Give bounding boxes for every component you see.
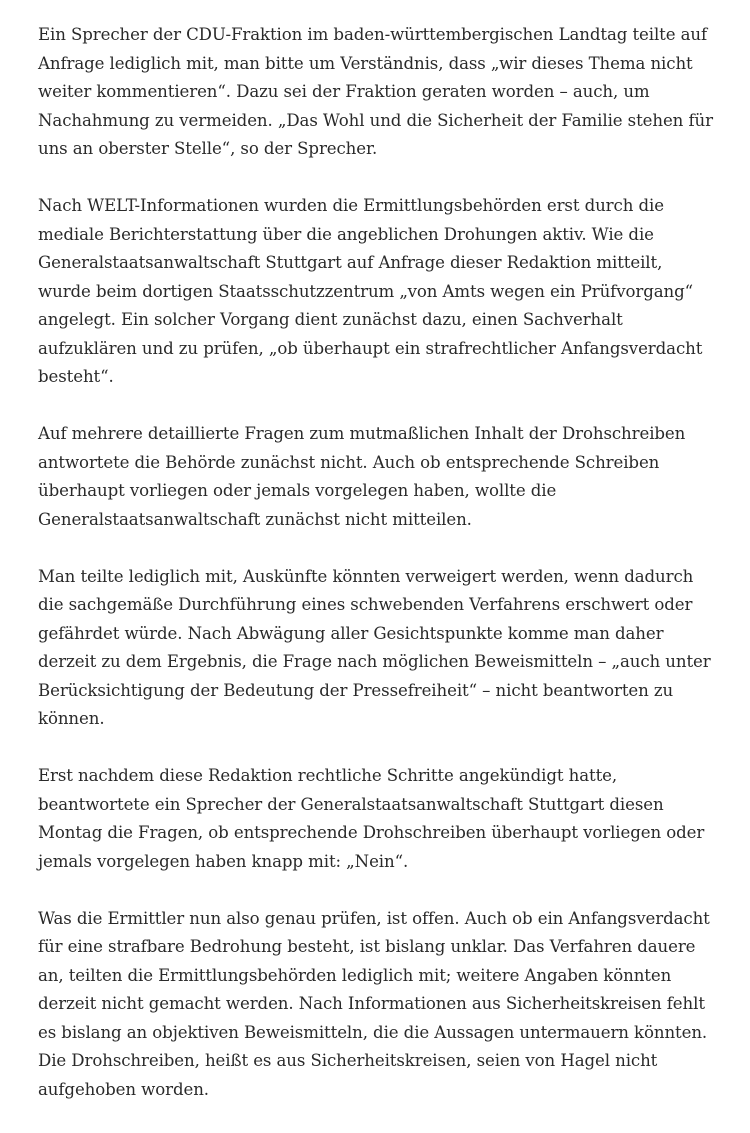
paragraph-cdu-statement: Ein Sprecher der CDU-Fraktion im baden-württembergischen Landtag teilte auf Anfrage lediglich mit, man bitte um Verständnis, dass „wir dieses Thema nicht weiter kommentieren“. Dazu sei der Fraktion geraten worden – auch, um Nachahmung zu vermeiden. „Das Wohl und die Sicherheit der Familie stehen für uns an oberster Stelle“, so der Sprecher. (38, 25, 713, 158)
paragraph-investigation-start: Nach WELT-Informationen wurden die Ermittlungsbehörden erst durch die mediale Berichterstattung über die angeblichen Drohungen aktiv. Wie die Generalstaatsanwaltschaft Stuttgart auf Anfrage dieser Redaktion mitteilt, wurde beim dortigen Staatsschutzzentrum „von Amts wegen ein Prüfvorgang“ angelegt. Ein solcher Vorgang dient zunächst dazu, einen Sachverhalt aufzuklären und zu prüfen, „ob überhaupt ein strafrechtlicher Anfangsverdacht besteht“. (38, 196, 703, 386)
article-body (38, 21, 718, 1133)
paragraph-answer-nein: Erst nachdem diese Redaktion rechtliche Schritte angekündigt hatte, beantwortete ein Sprecher der Generalstaatsanwaltschaft Stuttgart diesen Montag die Fragen, ob entsprechende Drohschreiben überhaupt vorliegen oder jemals vorgelegen haben knapp mit: „Nein“. (38, 766, 705, 871)
paragraph-no-answer: Auf mehrere detaillierte Fragen zum mutmaßlichen Inhalt der Drohschreiben antwortete die Behörde zunächst nicht. Auch ob entsprechende Schreiben überhaupt vorliegen oder jemals vorgelegen haben, wollte die Generalstaatsanwaltschaft zunächst nicht mitteilen. (38, 424, 686, 529)
paragraph-information-refused: Man teilte lediglich mit, Auskünfte könnten verweigert werden, wenn dadurch die sachgemäße Durchführung eines schwebenden Verfahrens erschwert oder gefährdet würde. Nach Abwägung aller Gesichtspunkte komme man daher derzeit zu dem Ergebnis, die Frage nach möglichen Beweismitteln – „auch unter Berücksichtigung der Bedeutung der Pressefreiheit“ – nicht beantworten zu können. (38, 566, 711, 728)
paragraph-status-open: Was die Ermittler nun also genau prüfen, ist offen. Auch ob ein Anfangsverdacht für eine strafbare Bedrohung besteht, ist bislang unklar. Das Verfahren dauere an, teilten die Ermittlungsbehörden lediglich mit; weitere Angaben könnten derzeit nicht gemacht werden. Nach Informationen aus Sicherheitskreisen fehlt es bislang an objektiven Beweismitteln, die die Aussagen untermauern könnten. Die Drohschreiben, heißt es aus Sicherheitskreisen, seien von Hagel nicht aufgehoben worden. (38, 908, 710, 1099)
